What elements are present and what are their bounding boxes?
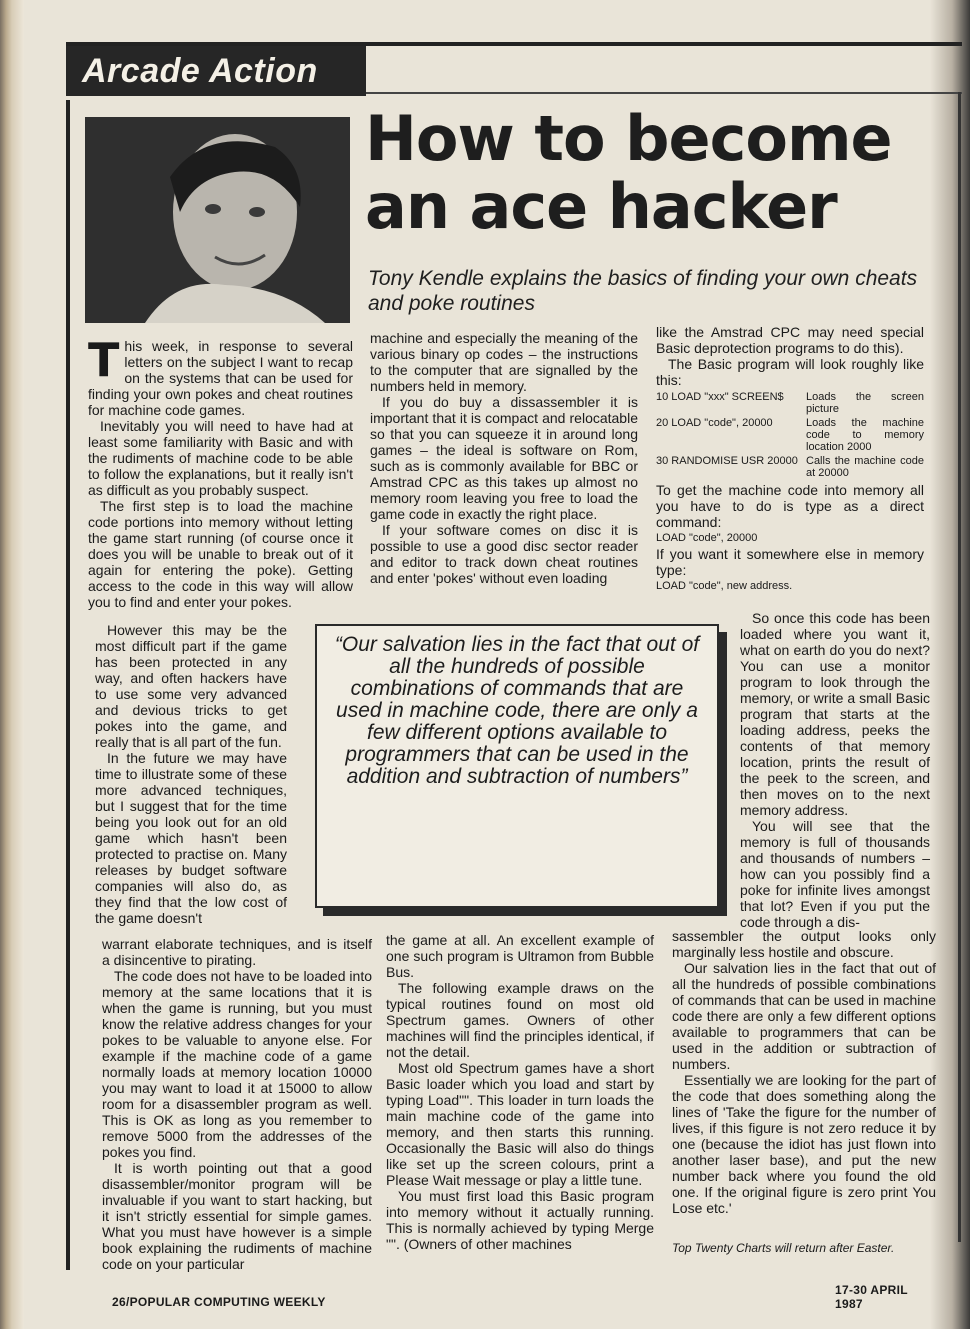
listing-description: Loads the screen picture <box>806 391 924 415</box>
section-title: Arcade Action <box>66 46 366 96</box>
body-paragraph: sassembler the output looks only marginally less hostile and obscure. <box>672 928 936 960</box>
editor-note: Top Twenty Charts will return after Easter. <box>672 1241 895 1255</box>
listing-command: 20 LOAD "code", 20000 <box>656 417 773 429</box>
footer-page-number: 26/POPULAR COMPUTING WEEKLY <box>112 1295 326 1309</box>
standfirst: Tony Kendle explains the basics of finding your own cheats and poke routines <box>368 267 918 315</box>
listing-description: Loads the machine code to memory location 2000 <box>806 417 924 453</box>
body-paragraph: The following example draws on the typical routines found on most old Spectrum games. Owners of other machines will find the principles identical, if not the detail. <box>386 980 654 1060</box>
listing-row <box>656 390 924 416</box>
column-1-middle <box>95 622 287 926</box>
footer-date: 17-30 APRIL 1987 <box>835 1283 908 1311</box>
author-portrait-icon <box>85 117 350 323</box>
body-paragraph: So once this code has been loaded where you want it, what on earth do you do next? You can use a monitor program to look through the memory, or write a small Basic program that starts at the loading address, peeks the contents of that memory location, prints the result of the peek to the screen, and then moves on to the next memory address. <box>740 610 930 818</box>
body-paragraph: You must first load this Basic program into memory without it actually running. This is normally achieved by typing Merge "". (Owners of other machines <box>386 1188 654 1252</box>
body-paragraph: warrant elaborate techniques, and is itself a disincentive to pirating. <box>102 936 372 968</box>
body-paragraph: In the future we may have time to illustrate some of these more advanced techniques, but I suggest that for the time being you look out for an old game which hasn't been protected to practise on. Many releases by budget software companies will also do, as they find that the low cost of the game doesn't <box>95 750 287 926</box>
body-paragraph: It is worth pointing out that a good disassembler/monitor program will be invaluable if you want to start hacking, but it isn't strictly essential for simple games. What you must have however is a simple book explaining the rudiments of machine code on your particular <box>102 1160 372 1272</box>
pull-quote: “Our salvation lies in the fact that out of all the hundreds of possible combinations of commands that are used in machine code, there are only a few different options available to programmers that can be used in the addition and subtraction of numbers” <box>334 633 700 788</box>
magazine-page <box>30 0 936 1329</box>
frame-rule-left <box>66 100 70 1270</box>
column-1-bottom <box>102 936 372 1272</box>
listing-command: 30 RANDOMISE USR 20000 <box>656 455 798 467</box>
body-paragraph <box>386 932 654 980</box>
column-1-top <box>88 333 353 610</box>
page-edge-left <box>0 0 24 1329</box>
body-paragraph: Essentially we are looking for the part of the code that does something along the lines of 'Take the figure for the number of lives, if this figure is not zero reduce it by one (because the idiot has just flown into another laser base), and put the new number back where you found the old one. If the original figure is zero print You Lose etc.' <box>672 1072 936 1216</box>
drop-cap: T <box>88 333 120 387</box>
body-paragraph: The first step is to load the machine code portions into memory without letting the game start running (of course once it does you will be unable to break out of it again for entering the poke). Getting access to the code in this way will allow you to find and enter your pokes. <box>88 498 353 610</box>
column-3-top <box>656 324 924 594</box>
body-paragraph: Our salvation lies in the fact that out of all the hundreds of possible combinations of commands that can be used in machine code there are only a few different options available to programmers that can be used in the addition or subtraction of numbers. <box>672 960 936 1072</box>
body-paragraph: However this may be the most difficult part if the game has been protected in any way, and often hackers have to use some very advanced and devious tricks to get pokes into the game, and really that is all part of the fun. <box>95 622 287 750</box>
body-paragraph: To get the machine code into memory all you have to do is type as a direct command: <box>656 482 924 530</box>
listing-command: 10 LOAD "xxx" SCREEN$ <box>656 391 784 403</box>
direct-command: LOAD "code", 20000 <box>656 532 758 544</box>
header-rule <box>366 92 962 94</box>
body-paragraph: like the Amstrad CPC may need special Basic deprotection programs to do this). <box>656 324 924 356</box>
body-paragraph: Inevitably you will need to have had at least some familiarity with Basic and with the rudiments of machine code to be able to follow the explanations, but it really isn't as difficult as you probably suspect. <box>88 418 353 498</box>
basic-listing <box>656 390 924 480</box>
column-3-bottom <box>672 928 936 1256</box>
column-2-top <box>370 330 638 586</box>
address-command: LOAD "code", new address. <box>656 580 793 592</box>
pull-quote-box <box>315 624 719 908</box>
body-paragraph: his week, in response to several letters on the subject I want to recap on the systems that can be used for finding your own pokes and cheat routines for machine code games. <box>88 338 353 418</box>
listing-row <box>656 416 924 454</box>
column-2-bottom <box>386 932 654 1252</box>
body-paragraph: If your software comes on disc it is possible to use a good disc sector reader and editor to track down cheat routines and enter 'pokes' without even loading <box>370 522 638 586</box>
listing-row <box>656 454 924 480</box>
body-paragraph: You will see that the memory is full of thousands and thousands of numbers – how can you possibly find a poke for infinite lives amongst that lot? Even if you put the code through a dis- <box>740 818 930 930</box>
body-paragraph: Most old Spectrum games have a short Basic loader which you load and start by typing Load"". This loader in turn loads the main machine code of the game into memory, and then starts this running. Occasionally the Basic will also do things like set up the screen colours, print a Please Wait message or play a little tune. <box>386 1060 654 1188</box>
body-paragraph: The Basic program will look roughly like this: <box>656 356 924 388</box>
listing-description: Calls the machine code at 20000 <box>806 455 924 479</box>
body-paragraph: The code does not have to be loaded into memory at the same locations that it is when the game is running, but you must know the relative address changes for your pokes to be valuable to anyone else. For example if the machine code of a game normally loads at memory location 10000 you may want to load it at 15000 to allow room for a disassembler program as well. This is OK as long as you remember to remove 5000 from the addresses of the pokes you find. <box>102 968 372 1160</box>
body-paragraph: If you want it somewhere else in memory type: <box>656 546 924 578</box>
frame-rule-right <box>958 92 961 1242</box>
body-paragraph: machine and especially the meaning of the various binary op codes – the instructions to the computer that are signalled by the numbers held in memory. <box>370 330 638 394</box>
author-photo <box>85 117 350 323</box>
column-3-middle <box>740 610 930 930</box>
headline <box>365 102 945 243</box>
ultramon-paragraph: the game at all. An excellent example of one such program is Ultramon from Bubble Bus. <box>386 932 654 980</box>
body-paragraph-dropcap <box>88 333 353 418</box>
headline-line-2: an ace hacker <box>365 170 837 243</box>
body-paragraph: If you do buy a dissassembler it is important that it is compact and relocatable so that you can squeeze it in around long games – the ideal is software on Rom, such as is commonly available for BBC or Amstrad CPC as this takes up almost no memory room leaving you free to load the game code in exactly the right place. <box>370 394 638 522</box>
headline-line-1: How to become <box>365 102 892 175</box>
